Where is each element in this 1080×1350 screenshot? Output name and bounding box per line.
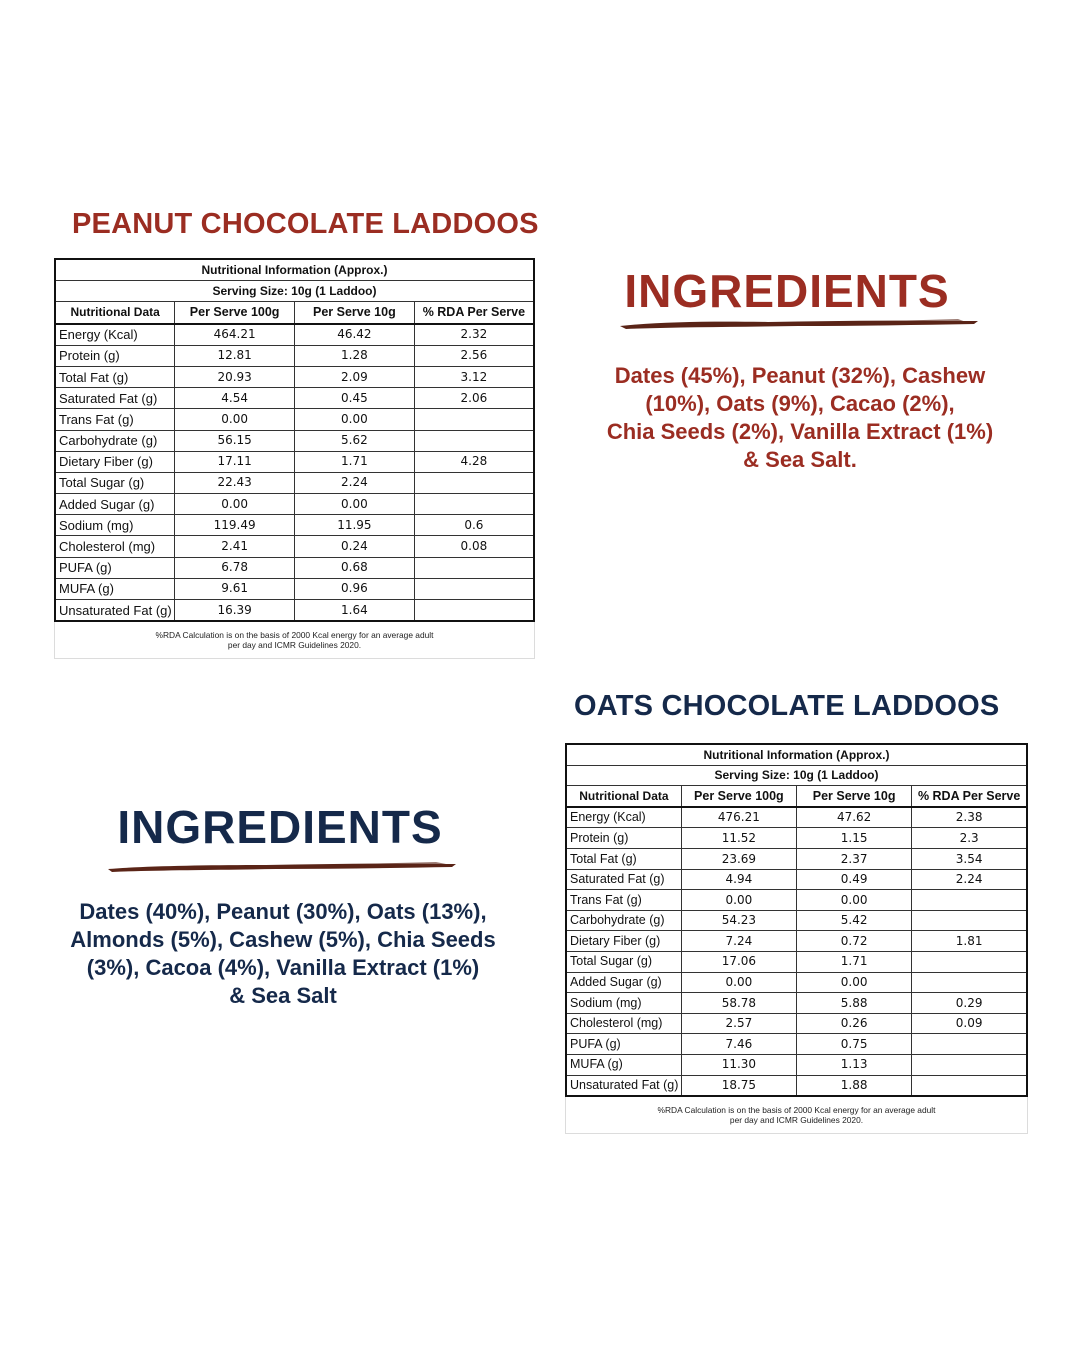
peanut-nutrition-table xyxy=(54,258,535,622)
rda-footnote xyxy=(565,1097,1028,1134)
table-row xyxy=(566,1054,1027,1075)
nutrient-value: 58.78 xyxy=(681,993,796,1014)
table-row xyxy=(566,931,1027,952)
table-row xyxy=(55,494,534,515)
nutrient-value: 23.69 xyxy=(681,848,796,869)
nutrient-value xyxy=(912,890,1027,911)
nutrient-name: Trans Fat (g) xyxy=(55,409,175,430)
nutrient-name: Sodium (mg) xyxy=(566,993,681,1014)
footnote-line: %RDA Calculation is on the basis of 2000 Kcal energy for an average adult xyxy=(155,630,434,641)
ingredients-line: Almonds (5%), Cashew (5%), Chia Seeds xyxy=(70,927,496,952)
peanut-ingredients-heading: INGREDIENTS xyxy=(624,265,950,317)
nutrient-value: 16.39 xyxy=(175,600,295,622)
table-row xyxy=(566,972,1027,993)
column-header: Nutritional Data xyxy=(55,302,175,324)
nutrient-value: 2.56 xyxy=(414,345,534,366)
table-row xyxy=(566,951,1027,972)
nutrient-value: 1.88 xyxy=(797,1075,912,1096)
nutrient-value: 3.12 xyxy=(414,366,534,387)
nutrient-value: 4.54 xyxy=(175,388,295,409)
nutrient-name: Carbohydrate (g) xyxy=(566,910,681,931)
oats-ingredients-list xyxy=(40,898,526,1010)
table-row xyxy=(55,472,534,493)
nutrient-name: Unsaturated Fat (g) xyxy=(566,1075,681,1096)
nutrient-value: 9.61 xyxy=(175,578,295,599)
column-header: Per Serve 10g xyxy=(295,302,415,324)
table-heading: Nutritional Information (Approx.) xyxy=(566,744,1027,765)
nutrient-value: 119.49 xyxy=(175,515,295,536)
nutrient-value xyxy=(414,600,534,622)
nutrient-value: 1.71 xyxy=(797,951,912,972)
nutrient-value: 2.38 xyxy=(912,807,1027,828)
nutrient-value xyxy=(414,494,534,515)
table-row xyxy=(566,1013,1027,1034)
nutrient-value: 0.45 xyxy=(295,388,415,409)
serving-size-row xyxy=(566,765,1027,786)
nutrient-value: 56.15 xyxy=(175,430,295,451)
nutrient-value: 0.49 xyxy=(797,869,912,890)
nutrient-value: 7.46 xyxy=(681,1034,796,1055)
nutrient-value xyxy=(414,557,534,578)
nutrient-value: 12.81 xyxy=(175,345,295,366)
table-row xyxy=(566,993,1027,1014)
nutrient-name: Energy (Kcal) xyxy=(55,324,175,346)
nutrient-name: Saturated Fat (g) xyxy=(55,388,175,409)
nutrient-name: Added Sugar (g) xyxy=(566,972,681,993)
table-row xyxy=(566,848,1027,869)
table-row xyxy=(55,345,534,366)
nutrient-value: 2.57 xyxy=(681,1013,796,1034)
nutrient-value: 2.24 xyxy=(295,472,415,493)
nutrient-value: 0.68 xyxy=(295,557,415,578)
nutrient-value: 0.00 xyxy=(175,494,295,515)
footnote-line: per day and ICMR Guidelines 2020. xyxy=(227,640,362,651)
nutrient-name: Cholesterol (mg) xyxy=(566,1013,681,1034)
ingredients-line: (10%), Oats (9%), Cacao (2%), xyxy=(645,391,955,416)
nutrient-value: 2.41 xyxy=(175,536,295,557)
nutrient-value: 0.00 xyxy=(175,409,295,430)
peanut-nutrition-panel xyxy=(54,258,535,668)
nutrient-value: 22.43 xyxy=(175,472,295,493)
nutrient-value: 0.6 xyxy=(414,515,534,536)
nutrient-name: MUFA (g) xyxy=(55,578,175,599)
nutrient-value: 0.24 xyxy=(295,536,415,557)
column-header: Per Serve 10g xyxy=(797,786,912,807)
nutrient-value: 0.08 xyxy=(414,536,534,557)
oats-product-title: OATS CHOCOLATE LADDOOS xyxy=(574,690,1000,722)
column-header: Per Serve 100g xyxy=(175,302,295,324)
oats-ingredients-heading: INGREDIENTS xyxy=(117,801,443,853)
table-heading-row xyxy=(55,259,534,281)
table-row xyxy=(566,1075,1027,1096)
table-row xyxy=(566,869,1027,890)
nutrient-name: Saturated Fat (g) xyxy=(566,869,681,890)
column-header: % RDA Per Serve xyxy=(912,786,1027,807)
ingredients-line: & Sea Salt xyxy=(229,983,337,1008)
nutrient-value: 6.78 xyxy=(175,557,295,578)
nutrient-value: 0.00 xyxy=(295,409,415,430)
peanut-ingredients-list xyxy=(570,362,1030,474)
nutrient-value xyxy=(414,472,534,493)
nutrient-value: 1.15 xyxy=(797,828,912,849)
nutrient-value: 11.95 xyxy=(295,515,415,536)
oats-nutrition-table xyxy=(565,743,1028,1097)
nutrient-value: 1.64 xyxy=(295,600,415,622)
nutrient-name: Cholesterol (mg) xyxy=(55,536,175,557)
nutrient-value: 0.72 xyxy=(797,931,912,952)
nutrient-value: 17.11 xyxy=(175,451,295,472)
table-row xyxy=(55,578,534,599)
nutrient-value: 11.52 xyxy=(681,828,796,849)
nutrient-value: 0.29 xyxy=(912,993,1027,1014)
nutrient-value: 0.00 xyxy=(681,972,796,993)
nutrient-value xyxy=(912,1054,1027,1075)
rda-footnote xyxy=(54,622,535,659)
nutrient-value: 1.13 xyxy=(797,1054,912,1075)
table-row xyxy=(55,366,534,387)
table-row xyxy=(55,451,534,472)
ingredients-line: Chia Seeds (2%), Vanilla Extract (1%) xyxy=(606,419,994,444)
nutrient-value: 2.06 xyxy=(414,388,534,409)
table-row xyxy=(55,388,534,409)
nutrient-value: 2.32 xyxy=(414,324,534,346)
nutrient-name: Energy (Kcal) xyxy=(566,807,681,828)
nutrient-value xyxy=(912,951,1027,972)
column-header-row xyxy=(566,786,1027,807)
nutrient-value: 0.00 xyxy=(797,890,912,911)
ingredients-line: Dates (45%), Peanut (32%), Cashew xyxy=(614,363,986,388)
nutrient-value: 0.09 xyxy=(912,1013,1027,1034)
table-row xyxy=(55,430,534,451)
nutrient-value: 0.00 xyxy=(681,890,796,911)
nutrient-value xyxy=(912,1034,1027,1055)
nutrient-value: 54.23 xyxy=(681,910,796,931)
column-header: Per Serve 100g xyxy=(681,786,796,807)
table-row xyxy=(55,536,534,557)
table-row xyxy=(566,890,1027,911)
nutrient-name: Added Sugar (g) xyxy=(55,494,175,515)
nutrient-name: Carbohydrate (g) xyxy=(55,430,175,451)
nutrient-value: 2.09 xyxy=(295,366,415,387)
nutrient-value: 464.21 xyxy=(175,324,295,346)
nutrient-name: PUFA (g) xyxy=(566,1034,681,1055)
nutrient-value: 1.71 xyxy=(295,451,415,472)
nutrient-value xyxy=(414,409,534,430)
table-row xyxy=(566,807,1027,828)
nutrient-name: Unsaturated Fat (g) xyxy=(55,600,175,622)
brush-stroke-divider xyxy=(618,317,980,331)
oats-nutrition-panel xyxy=(565,743,1028,1140)
ingredients-line: & Sea Salt. xyxy=(743,447,857,472)
nutrient-value: 20.93 xyxy=(175,366,295,387)
column-header: Nutritional Data xyxy=(566,786,681,807)
ingredients-line: (3%), Cacoa (4%), Vanilla Extract (1%) xyxy=(86,955,480,980)
table-row xyxy=(55,515,534,536)
nutrient-name: Dietary Fiber (g) xyxy=(55,451,175,472)
nutrient-value: 5.42 xyxy=(797,910,912,931)
brush-stroke-divider xyxy=(106,859,458,874)
nutrient-value: 2.24 xyxy=(912,869,1027,890)
table-row xyxy=(55,324,534,346)
nutrient-value: 2.3 xyxy=(912,828,1027,849)
table-row xyxy=(55,600,534,622)
serving-size: Serving Size: 10g (1 Laddoo) xyxy=(55,281,534,302)
nutrient-name: MUFA (g) xyxy=(566,1054,681,1075)
nutrient-value: 47.62 xyxy=(797,807,912,828)
nutrient-value: 17.06 xyxy=(681,951,796,972)
table-heading-row xyxy=(566,744,1027,765)
nutrient-value: 476.21 xyxy=(681,807,796,828)
nutrient-value: 2.37 xyxy=(797,848,912,869)
nutrient-value: 0.75 xyxy=(797,1034,912,1055)
nutrient-value: 5.62 xyxy=(295,430,415,451)
nutrient-value: 18.75 xyxy=(681,1075,796,1096)
nutrient-value: 4.28 xyxy=(414,451,534,472)
nutrient-value xyxy=(414,430,534,451)
nutrient-value xyxy=(912,972,1027,993)
nutrient-name: Total Sugar (g) xyxy=(566,951,681,972)
nutrient-value xyxy=(912,1075,1027,1096)
footnote-line: %RDA Calculation is on the basis of 2000 Kcal energy for an average adult xyxy=(657,1105,936,1116)
ingredients-line: Dates (40%), Peanut (30%), Oats (13%), xyxy=(79,899,487,924)
nutrient-name: Trans Fat (g) xyxy=(566,890,681,911)
nutrient-value: 46.42 xyxy=(295,324,415,346)
table-row xyxy=(566,910,1027,931)
column-header: % RDA Per Serve xyxy=(414,302,534,324)
nutrient-name: Sodium (mg) xyxy=(55,515,175,536)
nutrient-name: Dietary Fiber (g) xyxy=(566,931,681,952)
nutrient-value: 7.24 xyxy=(681,931,796,952)
nutrient-value: 4.94 xyxy=(681,869,796,890)
peanut-product-title: PEANUT CHOCOLATE LADDOOS xyxy=(72,208,539,240)
table-row xyxy=(566,828,1027,849)
nutrient-value xyxy=(912,910,1027,931)
nutrient-name: Total Fat (g) xyxy=(566,848,681,869)
nutrient-value: 0.00 xyxy=(797,972,912,993)
nutrient-value: 1.81 xyxy=(912,931,1027,952)
nutrient-value: 0.96 xyxy=(295,578,415,599)
nutrient-value: 11.30 xyxy=(681,1054,796,1075)
nutrient-name: Protein (g) xyxy=(55,345,175,366)
serving-size-row xyxy=(55,281,534,302)
nutrient-name: Total Fat (g) xyxy=(55,366,175,387)
column-header-row xyxy=(55,302,534,324)
serving-size: Serving Size: 10g (1 Laddoo) xyxy=(566,765,1027,786)
footnote-line: per day and ICMR Guidelines 2020. xyxy=(729,1115,864,1126)
nutrient-name: PUFA (g) xyxy=(55,557,175,578)
nutrient-value: 1.28 xyxy=(295,345,415,366)
nutrient-name: Protein (g) xyxy=(566,828,681,849)
table-row xyxy=(566,1034,1027,1055)
nutrient-value xyxy=(414,578,534,599)
table-row xyxy=(55,557,534,578)
table-heading: Nutritional Information (Approx.) xyxy=(55,259,534,281)
table-row xyxy=(55,409,534,430)
nutrient-value: 3.54 xyxy=(912,848,1027,869)
nutrient-value: 0.26 xyxy=(797,1013,912,1034)
nutrient-name: Total Sugar (g) xyxy=(55,472,175,493)
nutrient-value: 0.00 xyxy=(295,494,415,515)
nutrient-value: 5.88 xyxy=(797,993,912,1014)
